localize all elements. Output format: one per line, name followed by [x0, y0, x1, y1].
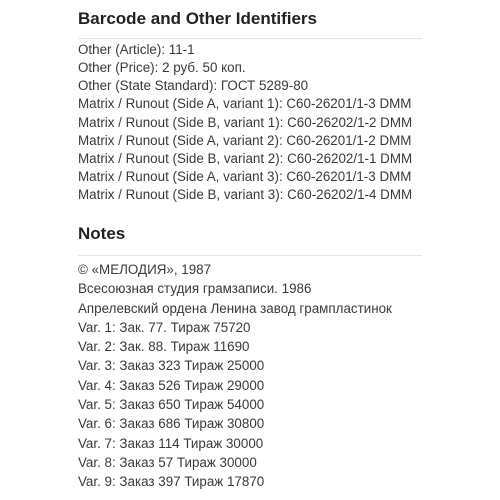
note-copyright: © «МЕЛОДИЯ», 1987 [78, 262, 212, 277]
matrix-runout-side-a-variant-1: Matrix / Runout (Side A, variant 1): С60-26201/1-3 DMM [78, 96, 412, 112]
note-studio: Всесоюзная студия грамзаписи. 1986 [78, 281, 312, 297]
note-variant-1: Var. 1: Зак. 77. Тираж 75720 [78, 319, 251, 335]
identifiers-divider [78, 38, 422, 39]
note-variant-7: Var. 7: Заказ 114 Тираж 30000 [78, 435, 264, 451]
notes-section [78, 224, 422, 492]
note-variant-2: Var. 2: Зак. 88. Тираж 11690 [78, 339, 250, 355]
identifiers-heading: Barcode and Other Identifiers [78, 9, 317, 28]
matrix-runout-side-b-variant-3: Matrix / Runout (Side B, variant 3): С60-26202/1-4 DMM [78, 187, 413, 203]
note-plant: Апрелевский ордена Ленина завод грампластинок [78, 300, 392, 316]
identifier-state-standard: Other (State Standard): ГОСТ 5289-80 [78, 78, 309, 94]
notes-divider [78, 255, 422, 256]
note-variant-8: Var. 8: Заказ 57 Тираж 30000 [78, 454, 257, 470]
notes-list [78, 260, 422, 492]
note-variant-9: Var. 9: Заказ 397 Тираж 17870 [78, 474, 265, 490]
note-variant-6: Var. 6: Заказ 686 Тираж 30800 [78, 416, 265, 432]
note-variant-3: Var. 3: Заказ 323 Тираж 25000 [78, 358, 265, 374]
note-variant-5: Var. 5: Заказ 650 Тираж 54000 [78, 397, 265, 413]
notes-heading: Notes [78, 224, 126, 243]
identifiers-section [78, 9, 422, 204]
identifier-article: Other (Article): 11-1 [78, 42, 195, 57]
matrix-runout-side-a-variant-2: Matrix / Runout (Side A, variant 2): С60-26201/1-2 DMM [78, 132, 412, 148]
note-variant-4: Var. 4: Заказ 526 Тираж 29000 [78, 377, 265, 393]
matrix-runout-side-b-variant-1: Matrix / Runout (Side B, variant 1): С60-26202/1-2 DMM [78, 114, 413, 130]
matrix-runout-side-a-variant-3: Matrix / Runout (Side A, variant 3): С60-26201/1-3 DMM [78, 169, 412, 185]
identifier-price: Other (Price): 2 руб. 50 коп. [78, 60, 246, 76]
identifiers-list [78, 41, 422, 204]
matrix-runout-side-b-variant-2: Matrix / Runout (Side B, variant 2): С60-26202/1-1 DMM [78, 150, 413, 166]
